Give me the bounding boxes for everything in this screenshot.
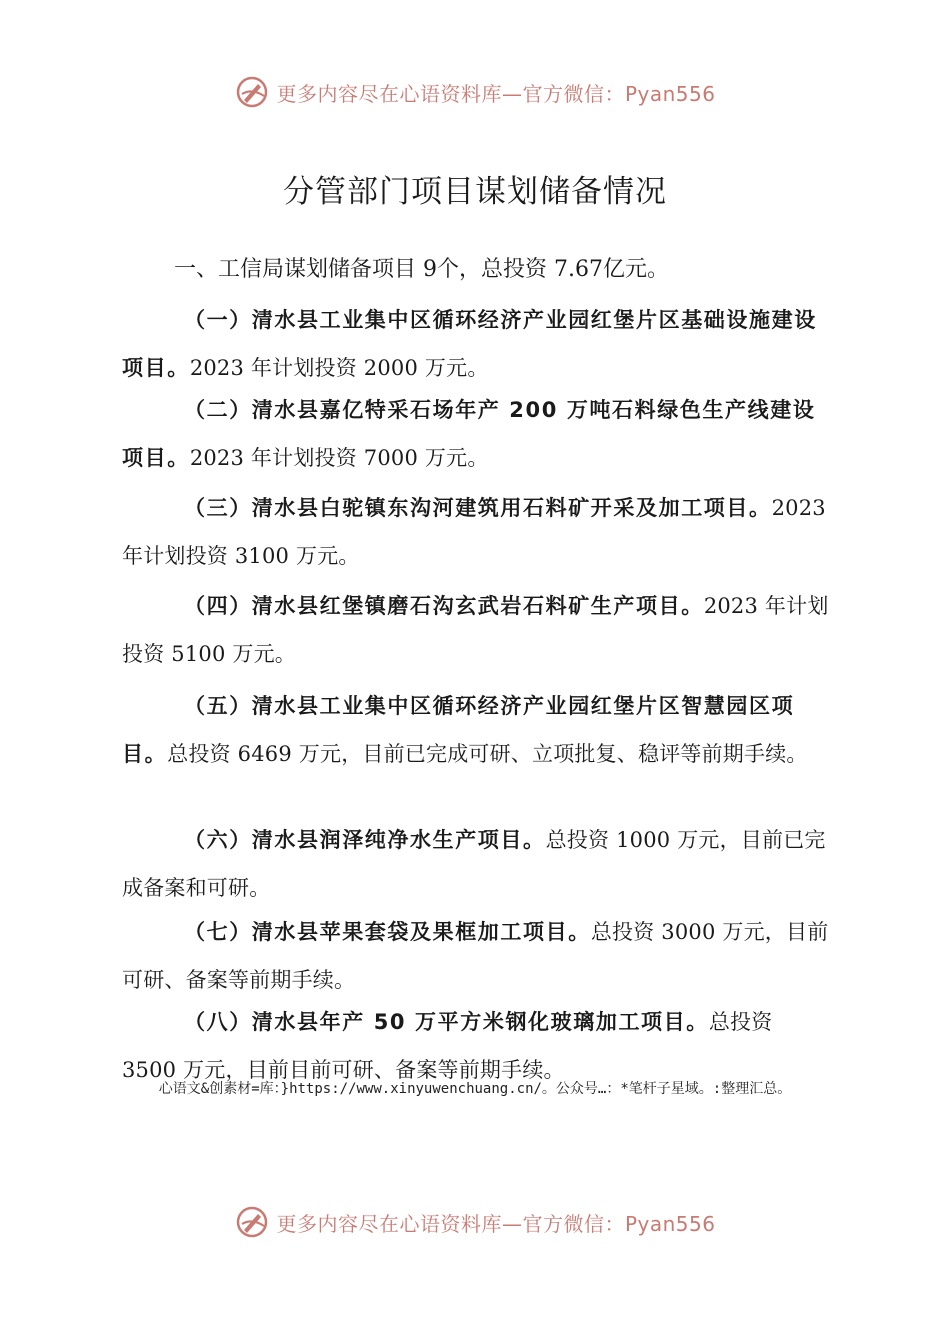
project-title: （四）清水县红堡镇磨石沟玄武岩石料矿生产项目。 bbox=[184, 594, 704, 618]
top-banner bbox=[0, 72, 950, 112]
project-item-2 bbox=[122, 386, 830, 482]
page-title: 分管部门项目谋划储备情况 bbox=[283, 174, 667, 210]
project-detail: 2023 年计划投资 3100 万元。 bbox=[122, 496, 826, 568]
project-item-7 bbox=[122, 908, 830, 1004]
banner-text: 更多内容尽在心语资料库—官方微信：Pyan556 bbox=[276, 1211, 716, 1236]
project-detail: 总投资 3500 万元，目前目前可研、备案等前期手续。 bbox=[122, 1010, 773, 1082]
project-item-3 bbox=[122, 484, 830, 580]
project-title: （三）清水县白驼镇东沟河建筑用石料矿开采及加工项目。 bbox=[184, 496, 772, 520]
project-title: （七）清水县苹果套袋及果框加工项目。 bbox=[184, 920, 591, 944]
banner-text: 更多内容尽在心语资料库—官方微信：Pyan556 bbox=[276, 81, 716, 106]
section-heading: 一、工信局谋划储备项目 9个，总投资 7.67亿元。 bbox=[174, 257, 669, 282]
project-title: （八）清水县年产 50 万平方米钢化玻璃加工项目。 bbox=[184, 1010, 709, 1034]
project-item-1 bbox=[122, 296, 830, 392]
bottom-banner bbox=[0, 1202, 950, 1242]
pen-circle-logo-icon bbox=[234, 74, 270, 110]
project-detail: 总投资 6469 万元，目前已完成可研、立项批复、稳评等前期手续。 bbox=[167, 742, 808, 766]
project-detail: 2023 年计划投资 2000 万元。 bbox=[189, 356, 489, 380]
project-title: （一）清水县工业集中区循环经济产业园红堡片区基础设施建设项目。 bbox=[122, 308, 817, 380]
project-detail: 总投资 1000 万元，目前已完成备案和可研。 bbox=[122, 828, 826, 900]
project-item-4 bbox=[122, 582, 830, 678]
project-title: （六）清水县润泽纯净水生产项目。 bbox=[184, 828, 546, 852]
project-detail: 2023 年计划投资 5100 万元。 bbox=[122, 594, 829, 666]
project-item-6 bbox=[122, 816, 830, 912]
footer-source-text: 心语文&创素材=库：}https://www.xinyuwenchuang.cn/。公众号…：*笔杆子星域。:整理汇总。 bbox=[158, 1081, 792, 1097]
project-detail: 总投资 3000 万元，目前可研、备案等前期手续。 bbox=[122, 920, 829, 992]
pen-circle-logo-icon bbox=[234, 1204, 270, 1240]
project-item-5 bbox=[122, 682, 830, 778]
project-detail: 2023 年计划投资 7000 万元。 bbox=[189, 446, 489, 470]
project-title: （五）清水县工业集中区循环经济产业园红堡片区智慧园区项目。 bbox=[122, 694, 795, 766]
project-title: （二）清水县嘉亿特采石场年产 200 万吨石料绿色生产线建设项目。 bbox=[122, 398, 816, 470]
